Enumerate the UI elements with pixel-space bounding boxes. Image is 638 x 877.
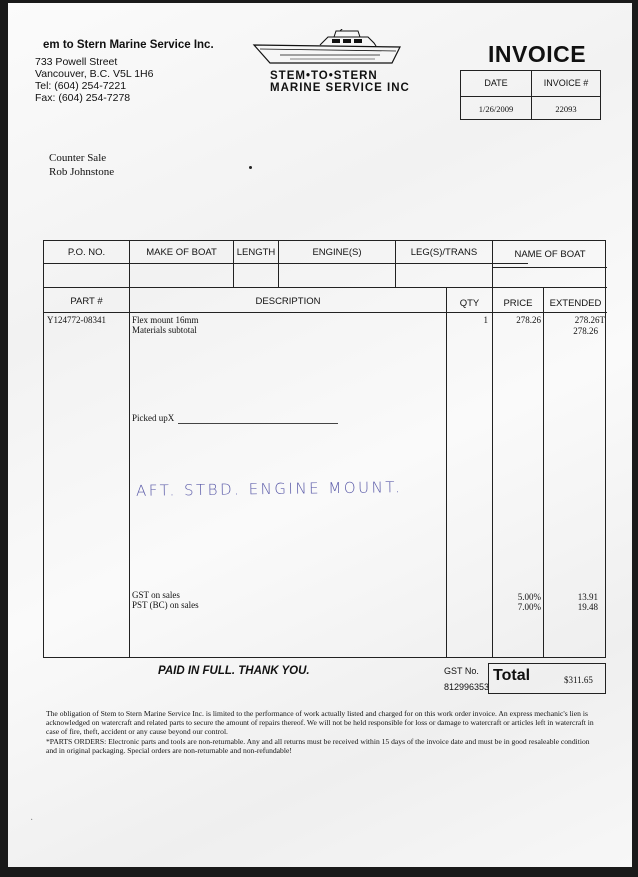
gst-label: GST on sales xyxy=(132,590,180,600)
company-tel: Tel: (604) 254-7221 xyxy=(35,80,127,92)
legs-trans-header: LEG(S)/TRANS xyxy=(410,247,478,258)
extended-header: EXTENDED xyxy=(549,298,602,309)
invoice-header-table xyxy=(460,70,601,120)
item-extended: 278.26T xyxy=(574,315,605,325)
ink-dot xyxy=(249,166,252,169)
bill-to-line-2: Rob Johnstone xyxy=(49,166,115,178)
total-amount: $311.65 xyxy=(564,675,593,685)
part-number: Y124772-08341 xyxy=(47,315,106,325)
engines-header: ENGINE(S) xyxy=(312,247,362,258)
pst-amount: 19.48 xyxy=(577,602,598,612)
paper-speck: · xyxy=(30,815,34,826)
invoice-page xyxy=(8,3,632,867)
item-price: 278.26 xyxy=(516,315,541,325)
date-label: DATE xyxy=(484,78,508,88)
handwritten-note: AFT. STBD. ENGINE MOUNT. xyxy=(135,478,403,500)
pst-label: PST (BC) on sales xyxy=(132,600,199,610)
logo-line-2: MARINE SERVICE INC xyxy=(270,82,410,94)
terms-text xyxy=(46,709,594,755)
company-name: em to Stern Marine Service Inc. xyxy=(43,39,214,51)
item-description: Flex mount 16mm xyxy=(132,315,199,325)
invoice-number-label: INVOICE # xyxy=(543,78,589,88)
bill-to-line-1: Counter Sale xyxy=(49,152,107,164)
company-fax: Fax: (604) 254-7278 xyxy=(35,92,131,104)
part-header: PART # xyxy=(70,296,103,307)
materials-subtotal-label: Materials subtotal xyxy=(132,325,197,335)
gst-rate: 5.00% xyxy=(517,592,541,602)
pst-rate: 7.00% xyxy=(517,602,541,612)
make-of-boat-header: MAKE OF BOAT xyxy=(146,247,217,258)
paid-in-full: PAID IN FULL. THANK YOU. xyxy=(158,665,310,677)
description-header: DESCRIPTION xyxy=(255,296,321,307)
terms-paragraph-1: The obligation of Stem to Stern Marine Service Inc. is limited to the performance of work actually listed and charged for on this work order invoice. An express mechanic's lien is acknowledged on watercraft and related parts to secure the amount of repairs thereof. We will not be held responsible for loss or damage to watercraft or articles left in watercraft in case of fire, theft, accident or any cause beyond our control. xyxy=(46,709,594,737)
picked-up-label: Picked upX xyxy=(132,413,175,423)
length-header: LENGTH xyxy=(236,247,276,258)
materials-subtotal: 278.26 xyxy=(573,326,598,336)
invoice-title: INVOICE xyxy=(488,41,587,67)
po-no-header: P.O. NO. xyxy=(67,247,106,258)
company-city: Vancouver, B.C. V5L 1H6 xyxy=(35,68,154,80)
name-of-boat-header: NAME OF BOAT xyxy=(514,249,586,260)
invoice-number: 22093 xyxy=(555,104,577,114)
company-address: 733 Powell Street xyxy=(35,56,118,68)
gst-number-label: GST No. xyxy=(444,666,479,676)
price-header: PRICE xyxy=(503,298,533,309)
invoice-date: 1/26/2009 xyxy=(478,104,514,114)
terms-paragraph-2: *PARTS ORDERS: Electronic parts and tools are non-returnable. Any and all returns must be received within 15 days of the invoice date and must be in good resaleable condition and in original packaging. Special orders are non-returnable and non-refundable! xyxy=(46,736,590,755)
signature-line xyxy=(178,423,338,424)
qty-header: QTY xyxy=(459,298,480,309)
total-label: Total xyxy=(493,667,531,684)
logo-wordmark xyxy=(270,70,410,94)
invoice-table xyxy=(43,240,606,658)
item-qty: 1 xyxy=(483,315,488,325)
gst-amount: 13.91 xyxy=(577,592,598,602)
boat-logo-icon xyxy=(250,29,410,73)
gst-number: 812996353 xyxy=(444,682,490,692)
logo-line-1: STEM•TO•STERN xyxy=(270,70,378,82)
